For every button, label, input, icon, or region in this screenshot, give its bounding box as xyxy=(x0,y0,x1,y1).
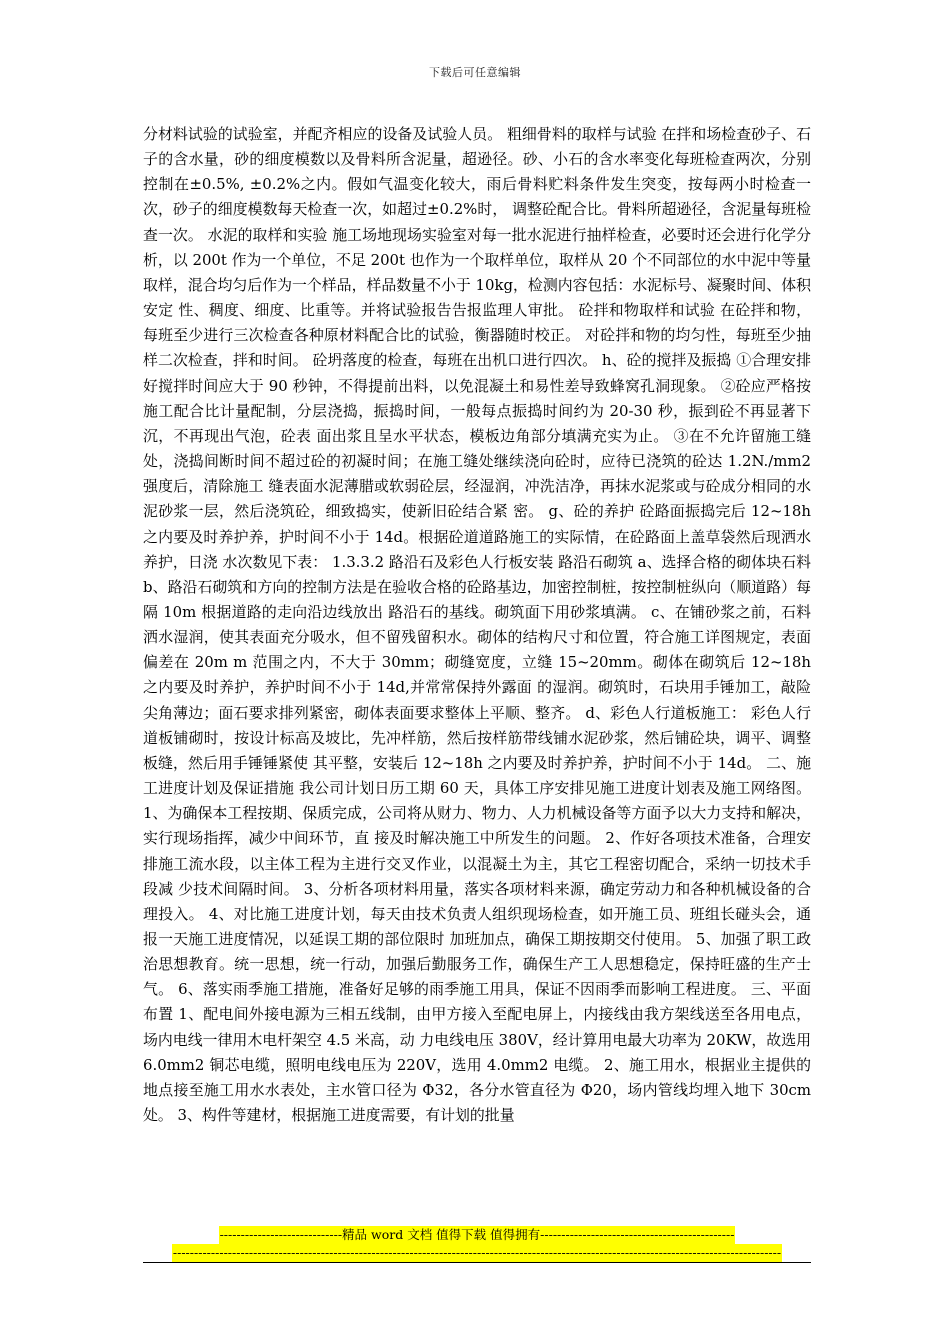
footer-highlight-line-1: -----------------------------精品 word 文档 值得下载 值得拥有---------------------------------------------- xyxy=(219,1227,735,1242)
page-header-caption: 下载后可任意编辑 xyxy=(429,66,521,79)
footer-highlight-line-2: ------------------------------------------------------------------------------------------------------------------------------------------------ xyxy=(172,1245,782,1260)
document-body-text: 分材料试验的试验室，并配齐相应的设备及试验人员。 粗细骨料的取样与试验 在拌和场检查砂子、石子的含水量，砂的细度模数以及骨料所含泥量，超逊径。砂、小石的含水率变化每班检查两次，分别控制在±0.5%, ±0.2%之内。假如气温变化较大，雨后骨料贮料条件发生突变，按每两小时检查一次，砂子的细度模数每天检查一次，如超过±0.2%时， 调整砼配合比。骨料所超逊径，含泥量每班检查一次。 水泥的取样和实验 施工场地现场实验室对每一批水泥进行抽样检查，必要时还会进行化学分析，以 200t 作为一个单位，不足 200t 也作为一个取样单位，取样从 20 个不同部位的水中泥中等量取样，混合均匀后作为一个样品，样品数量不小于 10kg，检测内容包括：水泥标号、凝聚时间、体积安定 性、稠度、细度、比重等。并将试验报告告报监理人审批。 砼拌和物取样和试验 在砼拌和物，每班至少进行三次检查各种原材料配合比的试验，衡器随时校正。 对砼拌和物的均匀性，每班至少抽样二次检查，拌和时间。 砼坍落度的检查，每班在出机口进行四次。 h、砼的搅拌及振捣 ①合理安排好搅拌时间应大于 90 秒钟，不得提前出料，以免混凝土和易性差导致蜂窝孔洞现象。 ②砼应严格按施工配合比计量配制，分层浇捣，振捣时间，一般每点振捣时间约为 20-30 秒，振到砼不再显著下沉，不再现出气泡，砼表 面出浆且呈水平状态，模板边角部分填满充实为止。 ③在不允许留施工缝处，浇捣间断时间不超过砼的初凝时间；在施工缝处继续浇向砼时，应待已浇筑的砼达 1.2N./mm2 强度后，清除施工 缝表面水泥薄腊或软弱砼层，经湿润，冲洗洁净，再抹水泥浆或与砼成分相同的水泥砂浆一层，然后浇筑砼，细致捣实，使新旧砼结合紧 密。 g、砼的养护 砼路面振捣完后 12~18h 之内要及时养护养，护时间不小于 14d。根据砼道道路施工的实际情，在砼路面上盖草袋然后现洒水养护，日浇 水次数见下表： 1.3.3.2 路沿石及彩色人行板安装 路沿石砌筑 a、选择合格的砌体块石料 b、路沿石砌筑和方向的控制方法是在验收合格的砼路基边，加密控制桩，按控制桩纵向（顺道路）每隔 10m 根据道路的走向沿边线放出 路沿石的基线。砌筑面下用砂浆填满。 c、在铺砂浆之前，石料洒水湿润，使其表面充分吸水，但不留残留积水。砌体的结构尺寸和位置，符合施工详图规定，表面偏差在 20m m 范围之内，不大于 30mm；砌缝宽度，立缝 15~20mm。砌体在砌筑后 12~18h 之内要及时养护，养护时间不小于 14d,并常常保持外露面 的湿润。砌筑时，石块用手锤加工，敲险尖角薄边；面石要求排列紧密，砌体表面要求整体上平顺、整齐。 d、彩色人行道板施工： 彩色人行道板铺砌时，按设计标高及坡比，先冲样筋，然后按样筋带线铺水泥砂浆，然后铺砼块，调平、调整板缝，然后用手锤锤紧使 其平整，安装后 12~18h 之内要及时养护养，护时间不小于 14d。 二、施工进度计划及保证措施 我公司计划日历工期 60 天，具体工序安排见施工进度计划表及施工网络图。 1、为确保本工程按期、保质完成，公司将从财力、物力、人力机械设备等方面予以大力支持和解决，实行现场指挥，减少中间环节，直 接及时解决施工中所发生的问题。 2、作好各项技术准备，合理安排施工流水段，以主体工程为主进行交叉作业，以混凝土为主，其它工程密切配合，采纳一切技术手段减 少技术间隔时间。 3、分析各项材料用量，落实各项材料来源，确定劳动力和各种机械设备的合理投入。 4、对比施工进度计划，每天由技术负责人组织现场检查，如开施工员、班组长碰头会，通报一天施工进度情况，以延误工期的部位限时 加班加点，确保工期按期交付使用。 5、加强了职工政治思想教育。统一思想，统一行动，加强后勤服务工作，确保生产工人思想稳定，保持旺盛的生产士气。 6、落实雨季施工措施，准备好足够的雨季施工用具，保证不因雨季而影响工程进度。 三、平面布置 1、配电间外接电源为三相五线制，由甲方接入至配电屏上，内接线由我方架线送至各用电点，场内电线一律用木电杆架空 4.5 米高，动 力电线电压 380V，经计算用电最大功率为 20KW，故选用 6.0mm2 铜芯电缆，照明电线电压为 220V，选用 4.0mm2 电缆。 2、施工用水，根据业主提供的地点接至施工用水水表处，主水管口径为 Φ32，各分水管直径为 Φ20，场内管线均埋入地下 30cm 处。 3、构件等建材，根据施工进度需要，有计划的批量 xyxy=(143,125,811,1125)
footer-divider xyxy=(143,1262,811,1263)
footer-banner xyxy=(143,1226,811,1267)
